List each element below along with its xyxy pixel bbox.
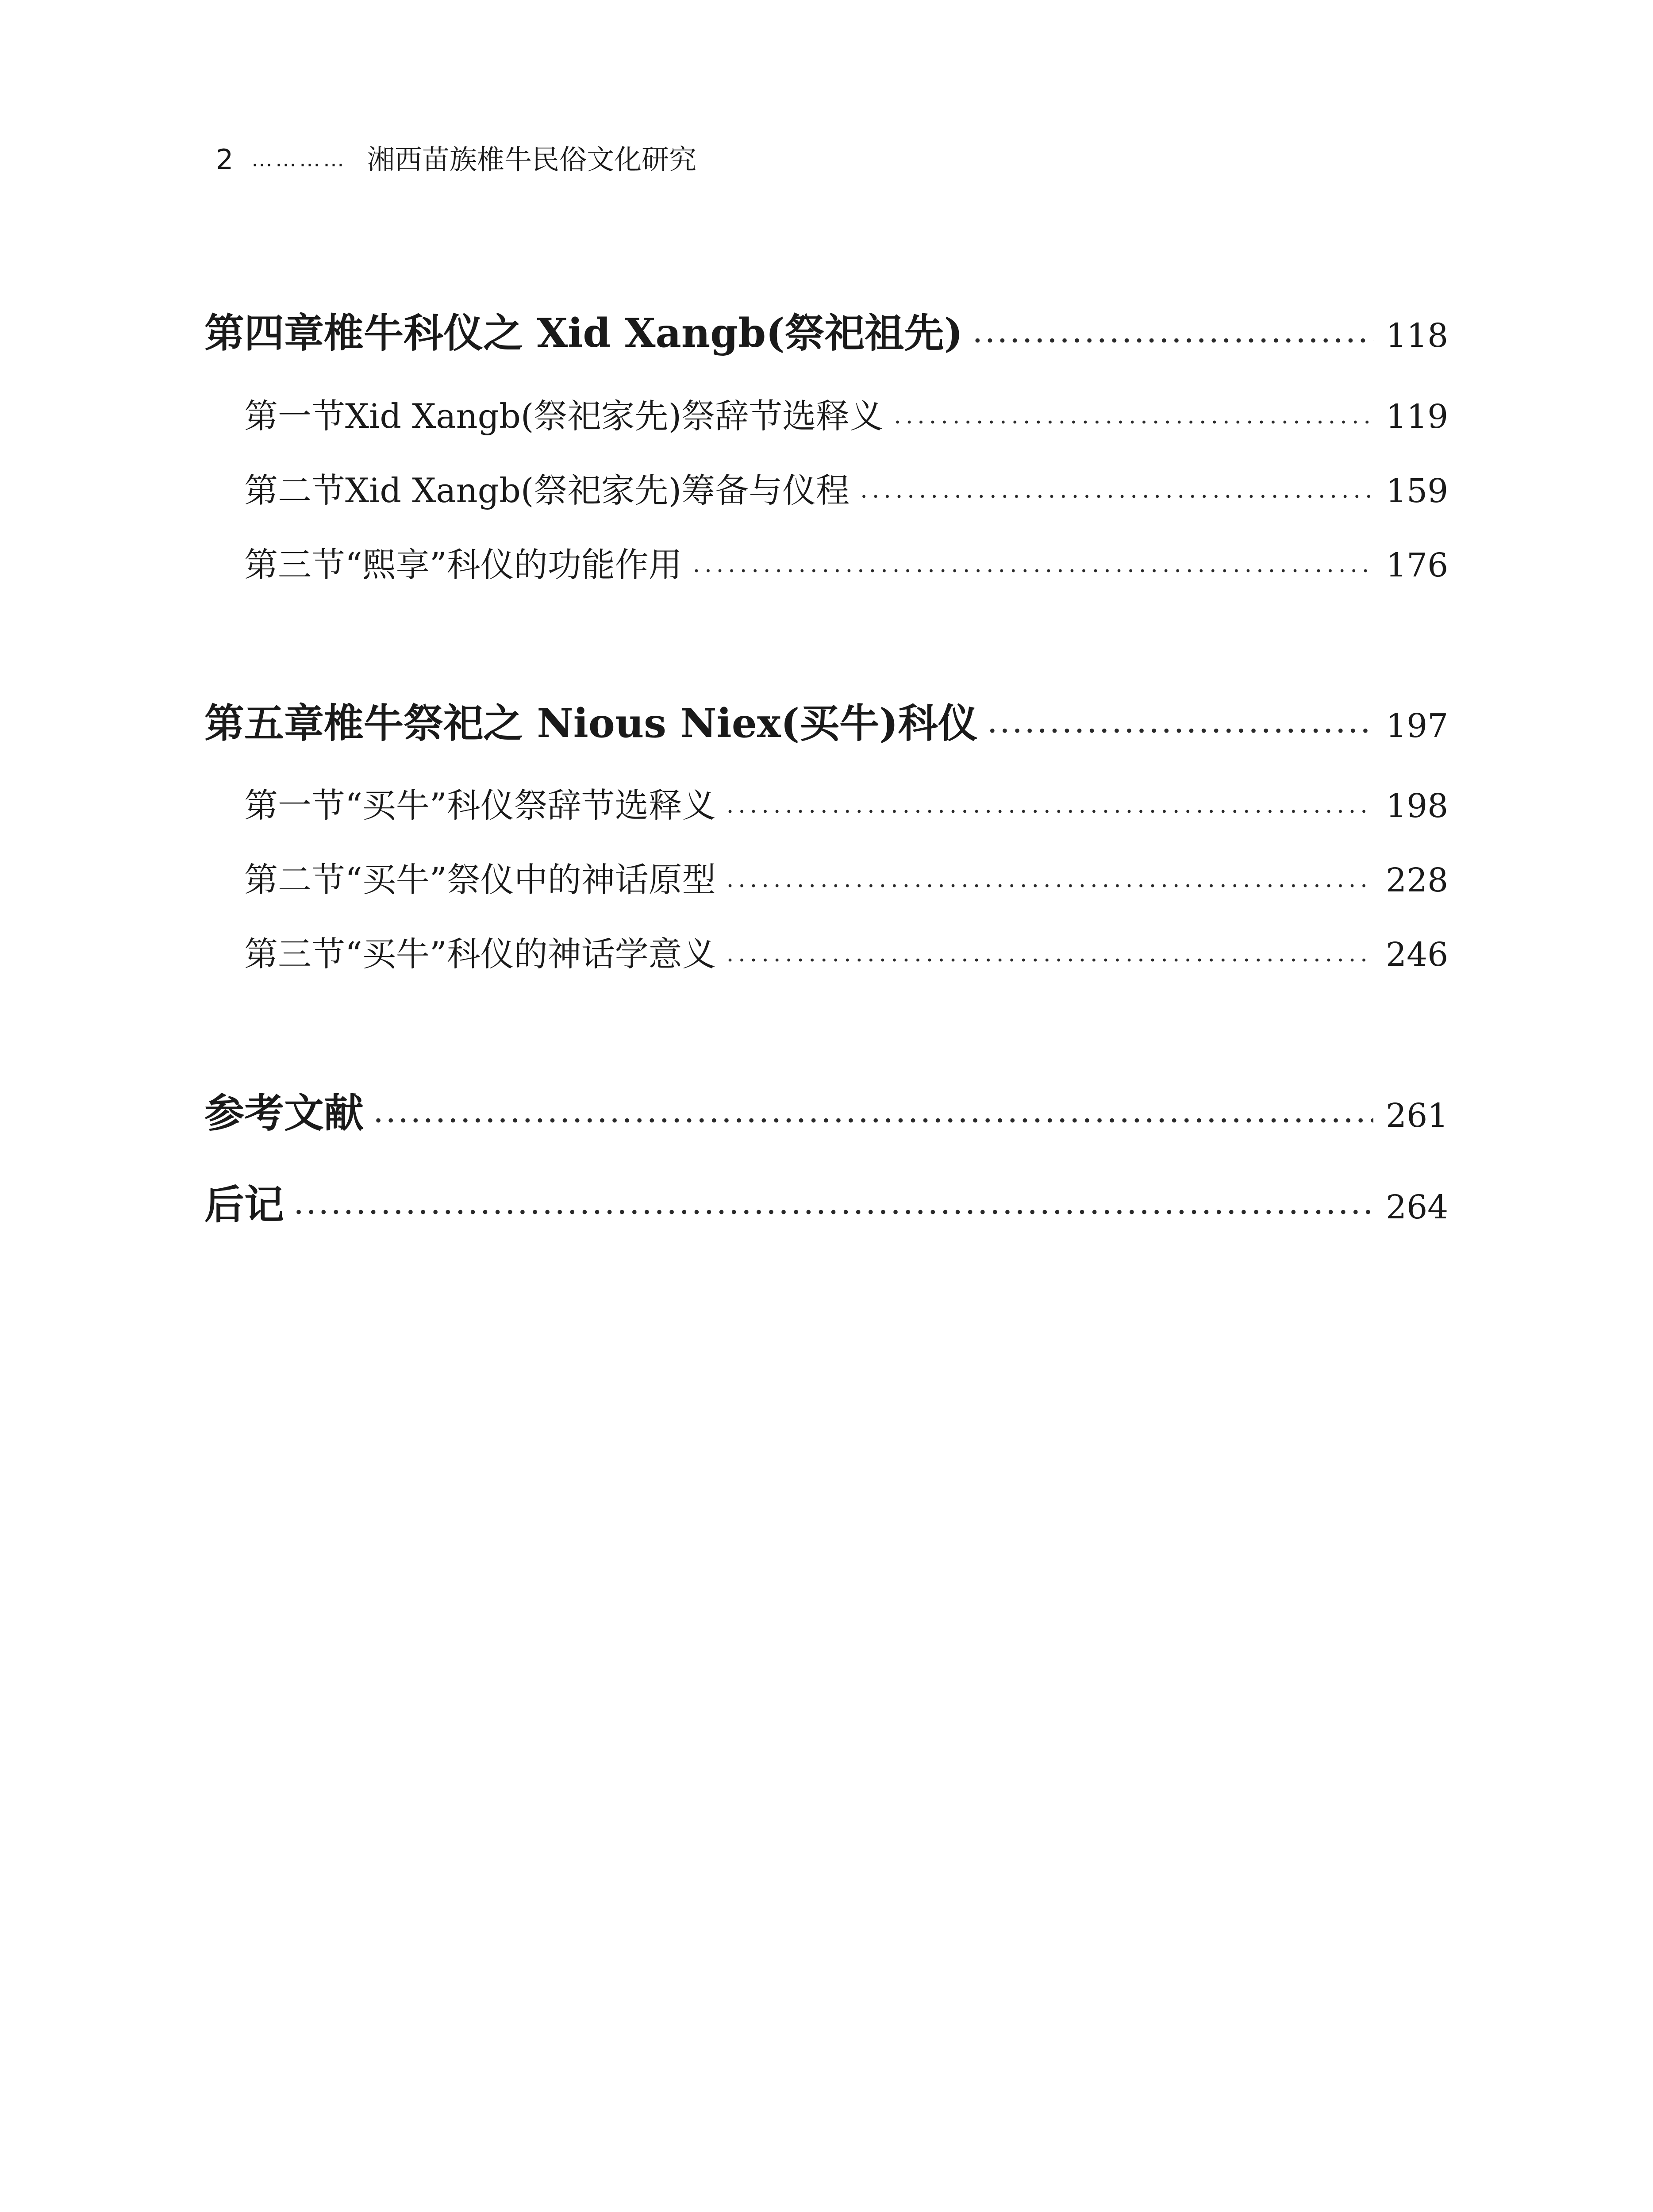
leader-dots bbox=[727, 942, 1373, 965]
page-ref: 261 bbox=[1386, 1097, 1449, 1135]
section-number: 第一节 bbox=[244, 396, 345, 436]
chapter-number: 第五章 bbox=[204, 700, 324, 747]
leader-dots bbox=[988, 714, 1373, 737]
leader-dots bbox=[727, 868, 1373, 891]
page-ref: 246 bbox=[1386, 936, 1449, 974]
leader-dots bbox=[295, 1195, 1373, 1218]
toc-afterword[interactable] bbox=[204, 1172, 1448, 1230]
afterword-title: 后记 bbox=[204, 1181, 284, 1228]
leader-dots bbox=[894, 404, 1373, 427]
toc-references[interactable] bbox=[204, 1081, 1448, 1138]
leader-dots bbox=[860, 479, 1373, 502]
leader-dots bbox=[693, 553, 1373, 576]
page-ref: 119 bbox=[1386, 398, 1449, 436]
toc-section-4-1[interactable] bbox=[244, 389, 1448, 438]
chapter-number: 第四章 bbox=[204, 310, 324, 357]
section-number: 第二节 bbox=[244, 860, 345, 899]
section-number: 第三节 bbox=[244, 545, 345, 584]
section-title: “买牛”祭仪中的神话原型 bbox=[345, 860, 716, 899]
leader-dots bbox=[374, 1103, 1373, 1126]
page-ref: 159 bbox=[1386, 472, 1449, 510]
page-ref: 228 bbox=[1386, 861, 1449, 899]
toc-chapter-4[interactable] bbox=[204, 301, 1448, 358]
chapter-title: 椎牛祭祀之 Nious Niex(买牛)科仪 bbox=[324, 700, 978, 747]
chapter-title: 椎牛科仪之 Xid Xangb(祭祀祖先) bbox=[324, 310, 963, 357]
leader-dots bbox=[973, 323, 1373, 346]
toc-section-5-2[interactable] bbox=[244, 853, 1448, 901]
header-leader-dots: ………… bbox=[251, 147, 347, 172]
section-title: Xid Xangb(祭祀家先)筹备与仪程 bbox=[345, 471, 850, 510]
running-header bbox=[216, 143, 697, 176]
leader-dots bbox=[727, 794, 1373, 817]
book-title: 湘西苗族椎牛民俗文化研究 bbox=[367, 143, 697, 176]
section-title: “熙享”科仪的功能作用 bbox=[345, 545, 682, 584]
toc-section-4-2[interactable] bbox=[244, 464, 1448, 512]
page-ref: 198 bbox=[1386, 787, 1449, 825]
references-title: 参考文献 bbox=[204, 1090, 364, 1137]
page-ref: 118 bbox=[1386, 317, 1449, 355]
toc-section-4-3[interactable] bbox=[244, 538, 1448, 586]
section-number: 第一节 bbox=[244, 786, 345, 825]
toc-chapter-5[interactable] bbox=[204, 691, 1448, 749]
section-number: 第三节 bbox=[244, 934, 345, 974]
page-number: 2 bbox=[216, 143, 234, 176]
toc-section-5-1[interactable] bbox=[244, 779, 1448, 827]
toc-section-5-3[interactable] bbox=[244, 927, 1448, 975]
section-title: Xid Xangb(祭祀家先)祭辞节选释义 bbox=[345, 396, 884, 436]
page-ref: 197 bbox=[1386, 707, 1449, 745]
page-ref: 176 bbox=[1386, 546, 1449, 584]
page-ref: 264 bbox=[1386, 1188, 1449, 1226]
section-number: 第二节 bbox=[244, 471, 345, 510]
section-title: “买牛”科仪的神话学意义 bbox=[345, 934, 716, 974]
section-title: “买牛”科仪祭辞节选释义 bbox=[345, 786, 716, 825]
